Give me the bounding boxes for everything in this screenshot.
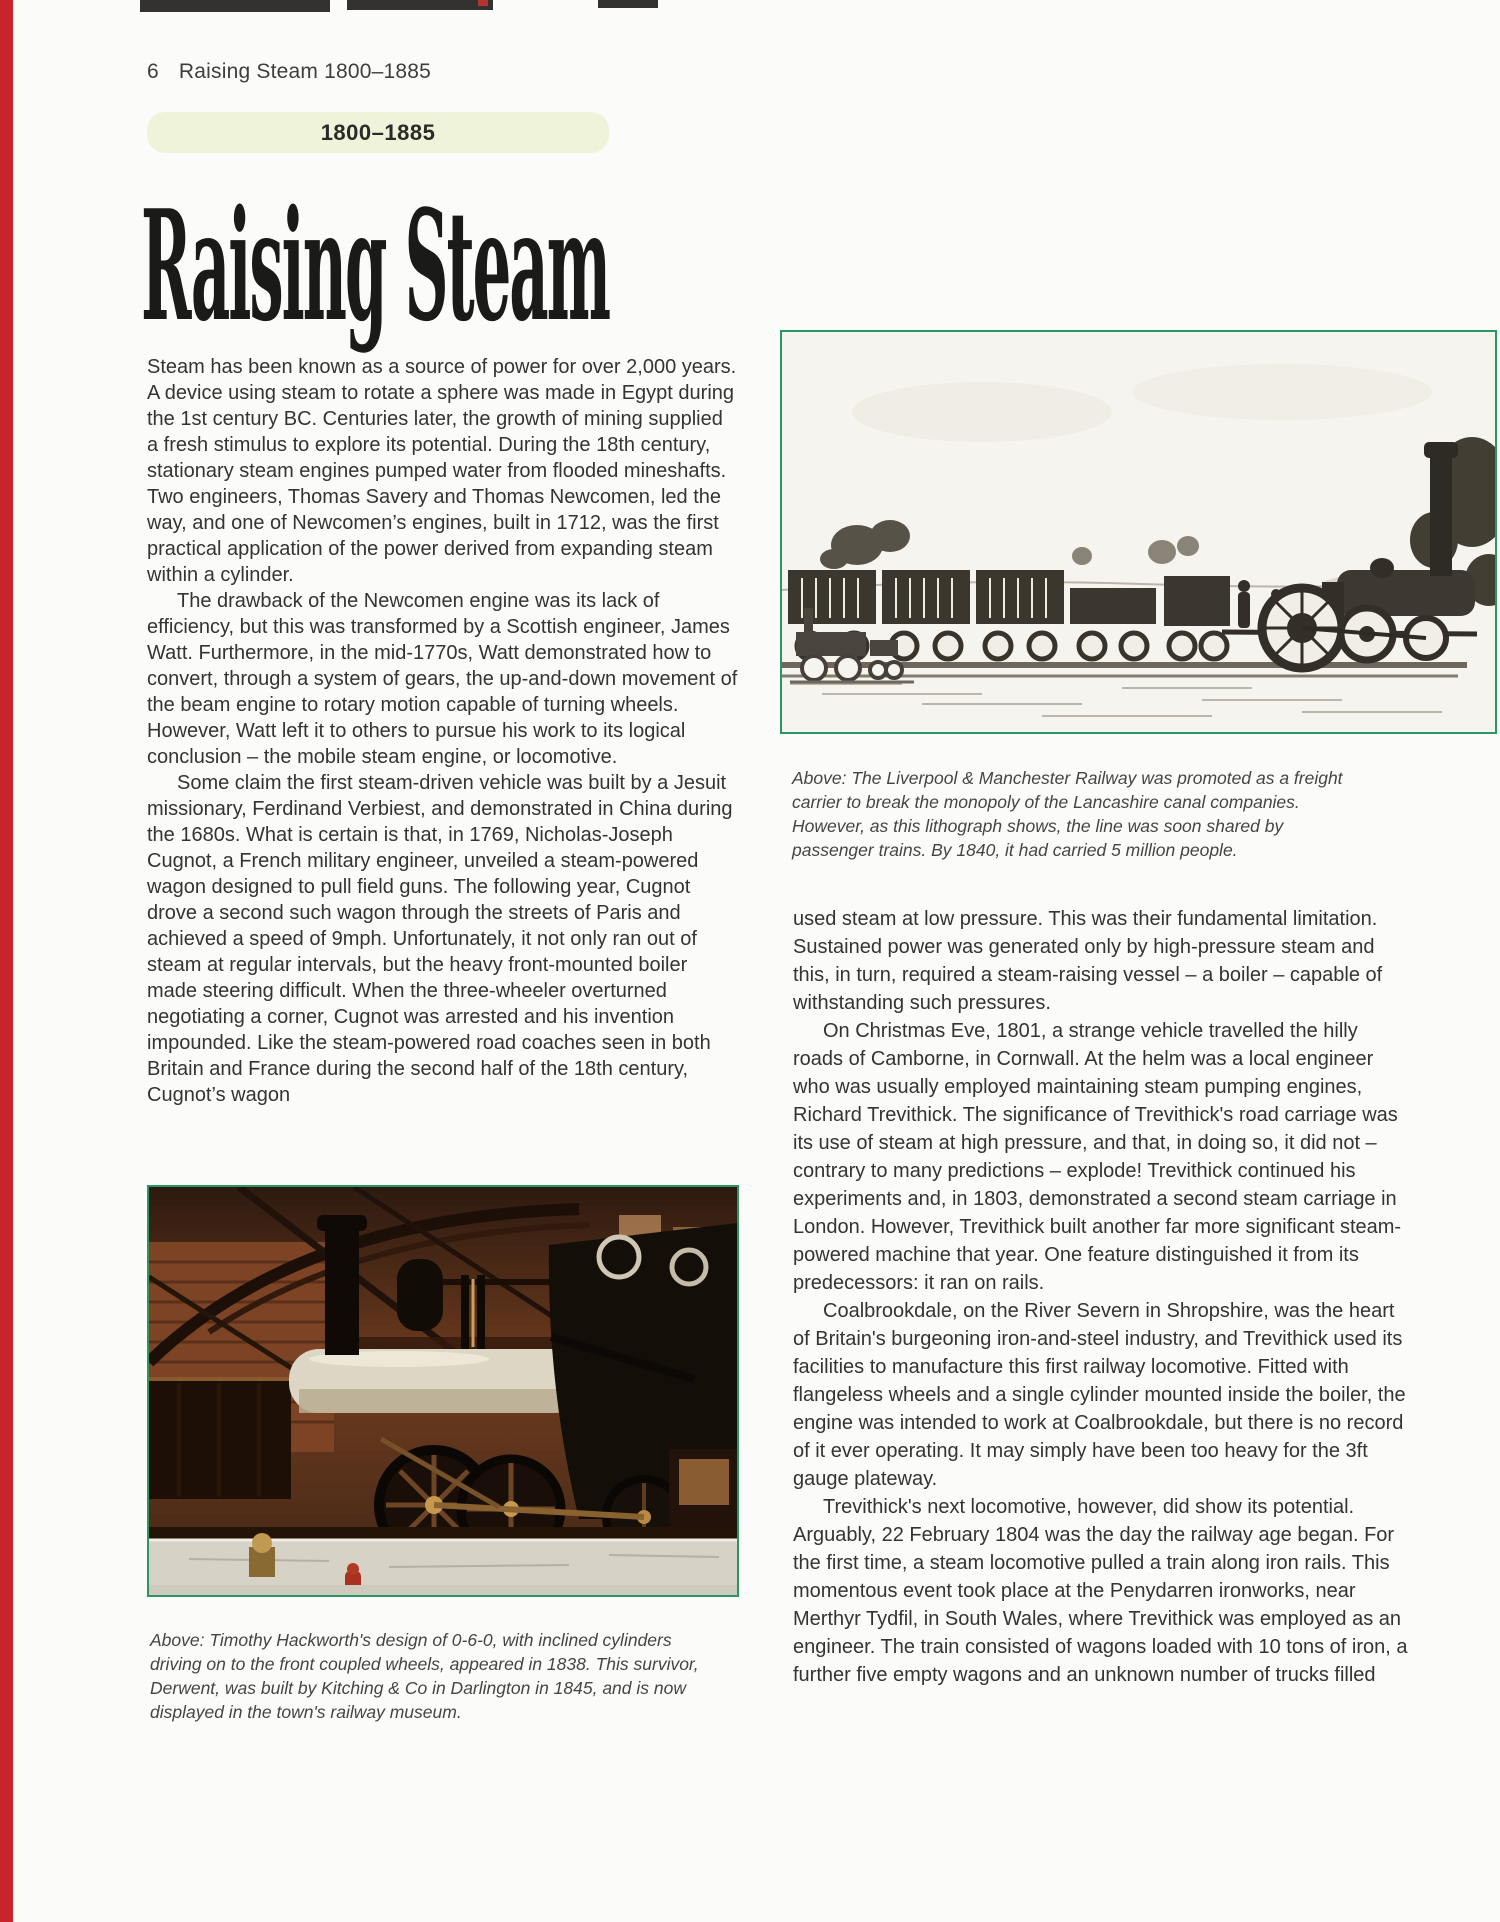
body-column-left [147, 354, 739, 1108]
page-number: 6 [147, 60, 159, 83]
paragraph: Trevithick's next locomotive, however, did show its potential. Arguably, 22 February 1804 was the day the railway age began. For the first time, a steam locomotive pulled a train along iron rails. This momentous event took place at the Penydarren ironworks, near Merthyr Tydfil, in South Wales, where Trevithick was employed as an engineer. The train consisted of wagons loaded with 10 tons of iron, a further five empty wagons and an unknown number of trucks filled [793, 1496, 1408, 1686]
scan-artifact-strip [478, 0, 488, 6]
scan-artifact-strip [598, 0, 658, 8]
scan-artifact-strip [140, 0, 330, 12]
locomotive-photo-image [149, 1187, 737, 1595]
page-edge-red-bar [0, 0, 13, 1922]
body-column-right [793, 905, 1408, 1689]
lithograph-train-image [782, 332, 1495, 732]
paragraph: The drawback of the Newcomen engine was its lack of efficiency, but this was transformed by a Scottish engineer, James Watt. Furthermore, in the mid-1770s, Watt demonstrated how to convert, through a system of gears, the up-and-down movement of the beam engine to rotary motion capable of turning wheels. However, Watt left it to others to pursue his work to its logical conclusion – the mobile steam engine, or locomotive. [147, 590, 738, 768]
period-banner [147, 112, 609, 153]
paragraph: On Christmas Eve, 1801, a strange vehicle travelled the hilly roads of Camborne, in Cornwall. At the helm was a local engineer who was usually employed maintaining steam pumping engines, Richard Trevithick. The significance of Trevithick's road carriage was its use of steam at high pressure, and that, in doing so, it did not – contrary to many predictions – explode! Trevithick continued his experiments and, in 1803, demonstrated a second steam carriage in London. However, Trevithick built another far more significant steam-powered machine that year. One feature distinguished it from its predecessors: it ran on rails. [793, 1020, 1402, 1294]
figure-caption-lithograph: Above: The Liverpool & Manchester Railway was promoted as a freight carrier to break the monopoly of the Lancashire canal companies. However, as this lithograph shows, the line was soon shared by passenger trains. By 1840, it had carried 5 million people. [792, 768, 1343, 860]
figure-caption-photo: Above: Timothy Hackworth's design of 0-6-0, with inclined cylinders driving on to the front coupled wheels, appeared in 1838. This survivor, Derwent, was built by Kitching & Co in Darlington in 1845, and is now displayed in the town's railway museum. [150, 1630, 699, 1722]
period-banner-label: 1800–1885 [320, 119, 436, 145]
paragraph: Steam has been known as a source of power for over 2,000 years. A device using steam to rotate a sphere was made in Egypt during the 1st century BC. Centuries later, the growth of mining supplied a fresh stimulus to explore its potential. During the 18th century, stationary steam engines pumped water from flooded mineshafts. Two engineers, Thomas Savery and Thomas Newcomen, led the way, and one of Newcomen’s engines, built in 1712, was the first practical application of the power derived from expanding steam within a cylinder. [147, 356, 737, 586]
paragraph: Coalbrookdale, on the River Severn in Shropshire, was the heart of Britain's burgeoning iron-and-steel industry, and Trevithick used its facilities to manufacture this first railway locomotive. Fitted with flangeless wheels and a single cylinder mounted inside the boiler, the engine was intended to work at Coalbrookdale, but there is no record of it ever operating. It may simply have been too heavy for the 3ft gauge plateway. [793, 1300, 1406, 1490]
figure-lithograph-liverpool-manchester [780, 330, 1497, 734]
paragraph: used steam at low pressure. This was their fundamental limitation. Sustained power was generated only by high-pressure steam and this, in turn, required a steam-raising vessel – a boiler – capable of withstanding such pressures. [793, 908, 1383, 1014]
paragraph: Some claim the first steam-driven vehicle was built by a Jesuit missionary, Ferdinand Verbiest, and demonstrated in China during the 1680s. What is certain is that, in 1769, Nicholas-Joseph Cugnot, a French military engineer, unveiled a steam-powered wagon designed to pull field guns. The following year, Cugnot drove a second such wagon through the streets of Paris and achieved a speed of 9mph. Unfortunately, it not only ran out of steam at regular intervals, but the heavy front-mounted boiler made steering difficult. When the three-wheeler overturned negotiating a corner, Cugnot was arrested and his invention impounded. Like the steam-powered road coaches seen in both Britain and France during the second half of the 18th century, Cugnot’s wagon [147, 772, 733, 1106]
running-header-title: Raising Steam 1800–1885 [178, 60, 431, 83]
chapter-title: Raising Steam [141, 176, 610, 355]
figure-photo-derwent-locomotive [147, 1185, 739, 1597]
scan-artifact-strip [347, 0, 493, 10]
running-header [147, 60, 431, 84]
